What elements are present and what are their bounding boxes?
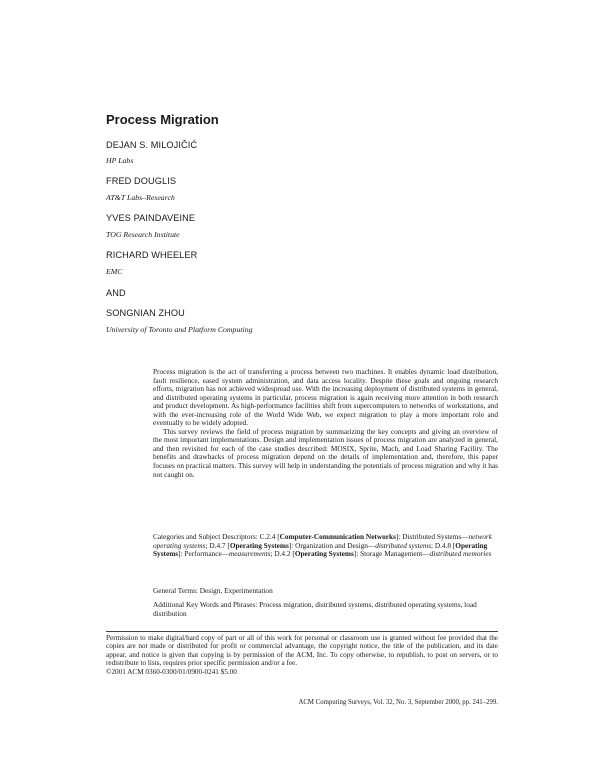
footnote-divider	[106, 631, 498, 632]
copyright-line: ©2001 ACM 0360-0300/01/0900-0241 $5.00	[106, 667, 237, 676]
and-separator: AND	[106, 288, 126, 298]
permission-text: Permission to make digital/hard copy of part or all of this work for personal or classroom use is granted without fee provided that the copies are not made or distributed for profit or commercial advantage, the copyright notice, the title of the publication, and its date appear, and notice is given that copying is by permission of the ACM, Inc. To copy otherwise, to republish, to post on servers, or to redistribute to lists, requires prior specific permission and/or a fee.	[106, 634, 498, 668]
author-name: FRED DOUGLIS	[106, 176, 177, 186]
author-name: DEJAN S. MILOJIČIĆ	[106, 140, 198, 150]
subject-descriptors: Categories and Subject Descriptors: C.2.4 [Computer-Communication Networks]: Distributed Systems—network operating systems; D.4.7 [Operating Systems]: Organization and Design—distributed systems; D.4.8 [Operating Systems]: Performance—measurements; D.4.2 [Operating Systems]: Storage Management—distributed memories	[153, 532, 493, 559]
author-name: RICHARD WHEELER	[106, 250, 198, 260]
permission-notice	[106, 634, 498, 676]
author-affiliation: EMC	[106, 267, 123, 276]
author-affiliation: University of Toronto and Platform Computing	[106, 325, 253, 334]
author-affiliation: TOG Research Institute	[106, 230, 180, 239]
abstract	[153, 368, 498, 479]
author-name: YVES PAINDAVEINE	[106, 213, 196, 223]
author-affiliation: AT&T Labs–Research	[106, 193, 175, 202]
general-terms: General Terms: Design, Experimentation	[153, 586, 273, 595]
author-affiliation: HP Labs	[106, 156, 134, 165]
keywords: Additional Key Words and Phrases: Process migration, distributed systems, distributed operating systems, load distribution	[153, 600, 477, 618]
journal-footer: ACM Computing Surveys, Vol. 32, No. 3, September 2000, pp. 241–299.	[298, 699, 498, 706]
author-name: SONGNIAN ZHOU	[106, 308, 185, 318]
abstract-paragraph: Process migration is the act of transferring a process between two machines. It enables dynamic load distribution, fault resilience, eased system administration, and data access locality. Despite these goals and ongoing research efforts, migration has not achieved widespread use. With the increasing deployment of distributed systems in general, and distributed operating systems in particular, process migration is again receiving more attention in both research and product development. As high-performance facilities shift from supercomputers to networks of workstations, and with the ever-increasing role of the World Wide Web, we expect migration to play a more important role and eventually to be widely adopted.	[153, 367, 498, 428]
abstract-paragraph: This survey reviews the field of process migration by summarizing the key concepts and giving an overview of the most important implementations. Design and implementation issues of process migration are analyzed in general, and then revisited for each of the case studies described: MOSIX, Sprite, Mach, and Load Sharing Facility. The benefits and drawbacks of process migration depend on the details of implementation and, therefore, this paper focuses on practical matters. This survey will help in understanding the potentials of process migration and why it has not caught on.	[153, 426, 498, 479]
paper-title: Process Migration	[106, 112, 219, 127]
